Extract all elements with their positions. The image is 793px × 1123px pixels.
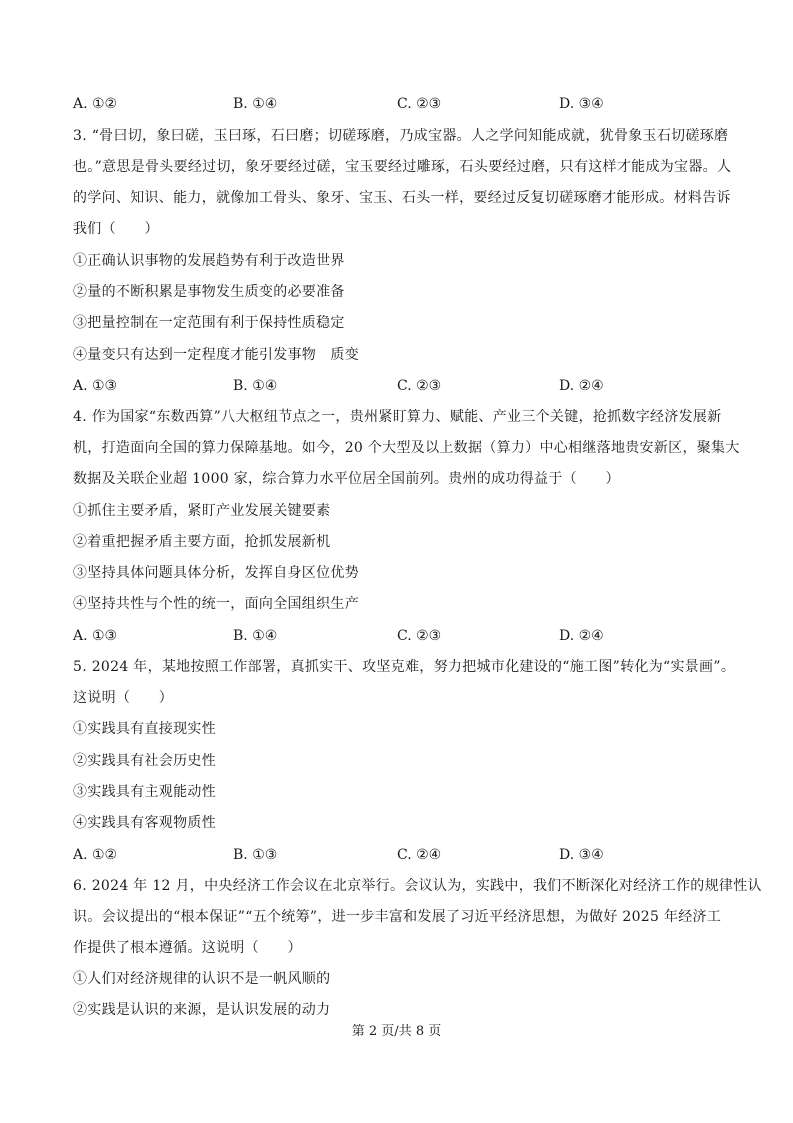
q4-item-3: ③坚持具体问题具体分析，发挥自身区位优势 [73, 565, 359, 581]
q4-option-a: A. ①③ [73, 628, 118, 644]
q3-item-4: ④量变只有达到一定程度才能引发事物 质变 [73, 347, 359, 363]
q4-stem-line: 4. 作为国家“东数西算”八大枢纽节点之一，贵州紧盯算力、赋能、产业三个关键，抢抓数字经济发展新 [73, 409, 722, 425]
q2-options [73, 94, 693, 114]
q2-option-a: A. ①② [73, 96, 118, 112]
q3-options [73, 376, 693, 396]
q2-option-c: C. ②③ [397, 96, 442, 112]
q6-stem-line: 识。会议提出的“根本保证”“五个统筹”，进一步丰富和发展了习近平经济思想，为做好 2025 年经济工 [73, 909, 722, 925]
q5-option-a: A. ①② [73, 847, 118, 863]
q5-item-2: ②实践具有社会历史性 [73, 753, 216, 769]
q6-item-1: ①人们对经济规律的认识不是一帆风顺的 [73, 971, 331, 987]
q3-stem-line: 的学问、知识、能力，就像加工骨头、象牙、宝玉、石头一样，要经过反复切磋琢磨才能形成。材料告诉 [73, 190, 731, 206]
q4-option-d: D. ②④ [559, 628, 604, 644]
page-number-footer: 第 2 页/共 8 页 [351, 1024, 442, 1039]
q3-item-1: ①正确认识事物的发展趋势有利于改造世界 [73, 253, 345, 269]
q6-stem-line: 6. 2024 年 12 月，中央经济工作会议在北京举行。会议认为，实践中，我们不断深化对经济工作的规律性认 [73, 878, 762, 894]
q6-item-2: ②实践是认识的来源，是认识发展的动力 [73, 1002, 331, 1018]
q5-item-3: ③实践具有主观能动性 [73, 784, 216, 800]
q4-item-1: ①抓住主要矛盾，紧盯产业发展关键要素 [73, 503, 331, 519]
q3-stem-line: 我们（ ） [73, 221, 159, 237]
q4-option-c: C. ②③ [397, 628, 442, 644]
q6-stem-line: 作提供了根本遵循。这说明（ ） [73, 940, 302, 956]
q5-stem-line: 这说明（ ） [73, 690, 174, 706]
q4-stem-line: 数据及关联企业超 1000 家，综合算力水平位居全国前列。贵州的成功得益于（ ） [73, 471, 620, 487]
q4-item-4: ④坚持共性与个性的统一，面向全国组织生产 [73, 596, 359, 612]
q5-stem-line: 5. 2024 年，某地按照工作部署，真抓实干、攻坚克难，努力把城市化建设的“施工图”转化为“实景画”。 [73, 659, 736, 675]
q3-option-a: A. ①③ [73, 378, 118, 394]
q4-options [73, 626, 693, 646]
q5-option-c: C. ②④ [397, 847, 442, 863]
q5-item-4: ④实践具有客观物质性 [73, 815, 216, 831]
q3-stem-line: 3. “骨曰切，象曰磋，玉曰琢，石曰磨；切磋琢磨，乃成宝器。人之学问知能成就，犹骨象玉石切磋琢磨 [73, 128, 729, 144]
q4-item-2: ②着重把握矛盾主要方面，抢抓发展新机 [73, 534, 331, 550]
q3-item-2: ②量的不断积累是事物发生质变的必要准备 [73, 284, 345, 300]
q5-options [73, 845, 693, 865]
q5-option-b: B. ①③ [233, 847, 278, 863]
q3-option-d: D. ②④ [559, 378, 604, 394]
q3-stem-line: 也。”意思是骨头要经过切，象牙要经过磋，宝玉要经过雕琢，石头要经过磨，只有这样才能成为宝器。人 [73, 159, 732, 175]
q3-option-b: B. ①④ [233, 378, 278, 394]
q4-stem-line: 机，打造面向全国的算力保障基地。如今，20 个大型及以上数据（算力）中心相继落地贵安新区，聚集大 [73, 440, 740, 456]
q2-option-d: D. ③④ [559, 96, 604, 112]
q3-option-c: C. ②③ [397, 378, 442, 394]
q5-option-d: D. ③④ [559, 847, 604, 863]
q3-item-3: ③把量控制在一定范围有利于保持性质稳定 [73, 315, 345, 331]
q2-option-b: B. ①④ [233, 96, 278, 112]
q4-option-b: B. ①④ [233, 628, 278, 644]
q5-item-1: ①实践具有直接现实性 [73, 721, 216, 737]
